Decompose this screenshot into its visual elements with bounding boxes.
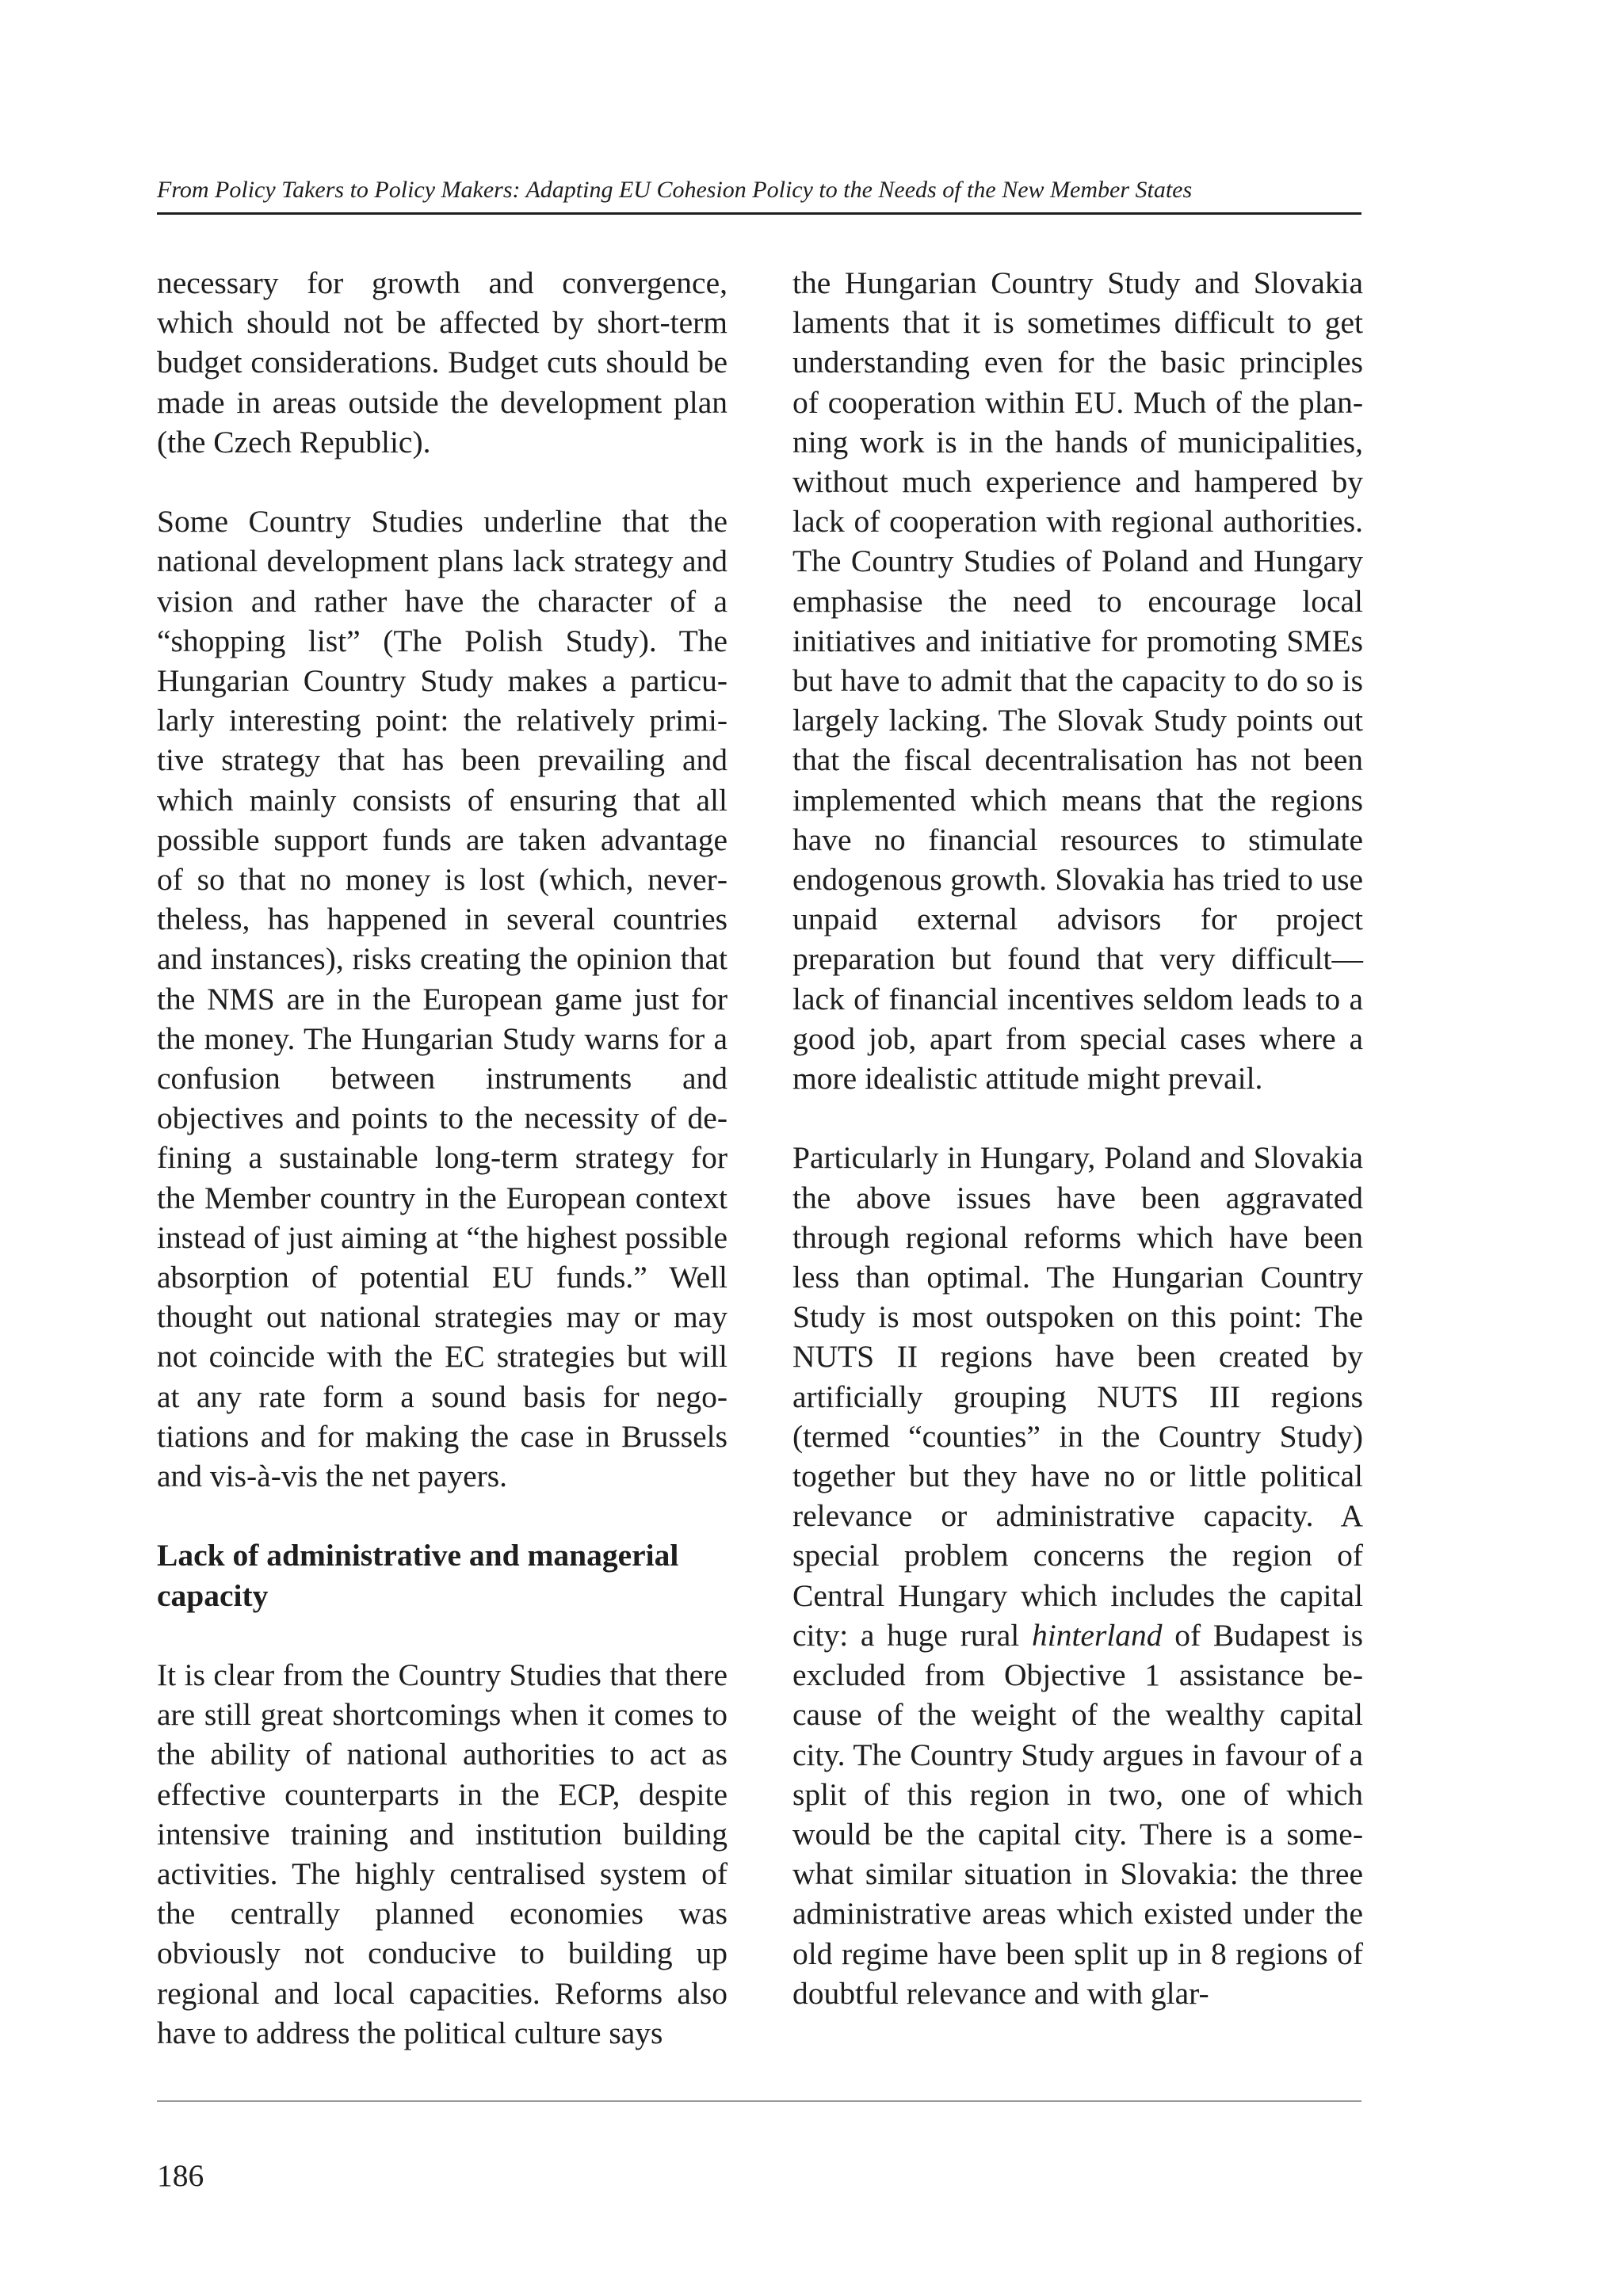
right-column <box>792 263 1363 2053</box>
running-header: From Policy Takers to Policy Makers: Adapting EU Cohesion Policy to the Needs of the New Member States <box>157 177 1193 203</box>
header-rule <box>157 212 1361 215</box>
left-paragraph-1: necessary for growth and convergence, which should not be affected by short-term budget considerations. Budget cuts should be made in areas outside the development plan (the Czech Republic). <box>157 265 727 460</box>
right-paragraph-2-text-a: Particularly in Hungary, Poland and Slovakia the above issues have been aggravated through regional reforms which have been less than optimal. The Hungarian Country Study is most outspoken on this point: The NUTS II regions have been created by artificially grouping NUTS III regions (termed “counties” in the Country Study) together but they have no or little political relevance or administrative capacity. A special problem concerns the region of Central Hungary which includes the capital city: a huge rural <box>792 1140 1363 1653</box>
right-paragraph-2 <box>792 1138 1363 2012</box>
section-heading: Lack of administrative and managerial capacity <box>157 1538 679 1613</box>
hinterland-italic: hinterland <box>1031 1617 1163 1653</box>
right-paragraph-2-text-b: of Budapest is excluded from Objective 1 assistance because of the weight of the wealthy capital city. The Country Study argues in favour of a split of this region in two, one of which would be the capital city. There is a somewhat similar situation in Slovakia: the three administrative areas which existed under the old regime have been split up in 8 regions of doubtful relevance and with glar- <box>792 1617 1363 2011</box>
page-number: 186 <box>157 2158 204 2193</box>
footer-rule <box>157 2100 1361 2102</box>
right-paragraph-1: the Hungarian Country Study and Slovakia laments that it is sometimes difficult to get understanding even for the basic principles of cooperation within EU. Much of the planning work is in the hands of municipalities, without much experience and hampered by lack of cooperation with regional authorities. The Country Studies of Poland and Hungary emphasise the need to encourage local initiatives and initiative for promoting SMEs but have to admit that the capacity to do so is largely lacking. The Slovak Study points out that the fiscal decentralisation has not been implemented which means that the regions have no financial resources to stimulate endogenous growth. Slovakia has tried to use unpaid external advisors for project preparation but found that very difficult—lack of financial incentives seldom leads to a good job, apart from special cases where a more idealistic attitude might prevail. <box>792 265 1363 1097</box>
left-paragraph-3: It is clear from the Country Studies that there are still great shortcomings when it comes to the ability of national authorities to act as effective counterparts in the ECP, despite intensive training and institution building activities. The highly centralised system of the centrally planned economies was obviously not conducive to building up regional and local capacities. Reforms also have to address the political culture says <box>157 1657 727 2050</box>
left-paragraph-2: Some Country Studies underline that the national development plans lack strategy and vision and rather have the character of a “shopping list” (The Polish Study). The Hungarian Country Study makes a particularly interesting point: the relatively primitive strategy that has been prevailing and which mainly consists of ensuring that all possible support funds are taken advantage of so that no money is lost (which, nevertheless, has happened in several countries and instances), risks creating the opinion that the NMS are in the European game just for the money. The Hungarian Study warns for a confusion between instruments and objectives and points to the necessity of defining a sustainable long-term strategy for the Member country in the European context instead of just aiming at “the highest possible absorption of potential EU funds.” Well thought out national strategies may or may not coincide with the EC strategies but will at any rate form a sound basis for negotiations and for making the case in Brussels and vis-à-vis the net payers. <box>157 504 727 1494</box>
left-column <box>157 263 727 2092</box>
